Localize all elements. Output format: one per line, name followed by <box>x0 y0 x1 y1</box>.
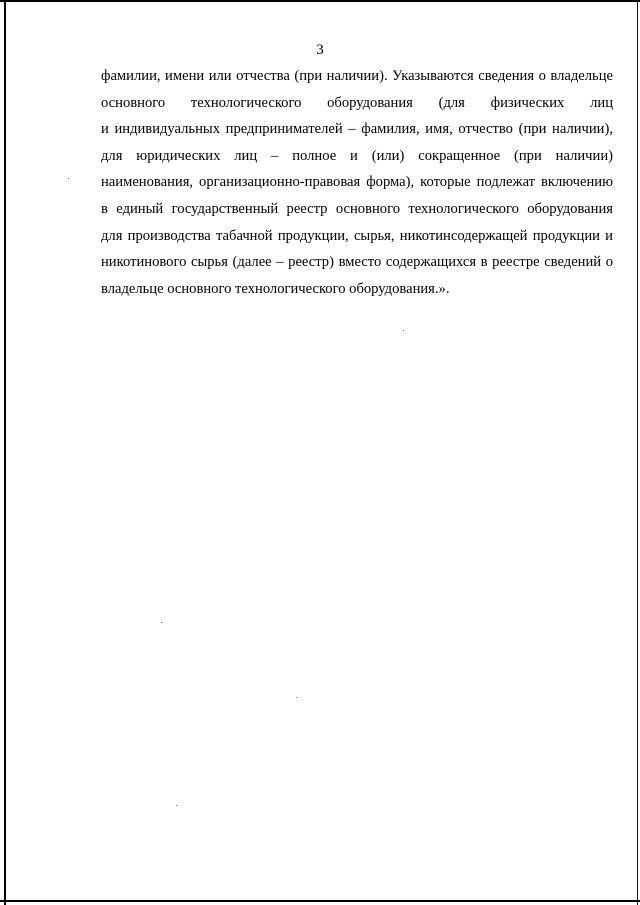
text-line: наименования, организационно-правовая форма), которые подлежат включению <box>101 174 613 191</box>
text-line: в единый государственный реестр основного технологического оборудования <box>101 200 613 217</box>
page-number: 3 <box>316 42 324 58</box>
document-body <box>101 63 613 302</box>
scan-edge-left <box>4 0 6 905</box>
text-line-last: владельце основного технологического оборудования.». <box>101 280 450 297</box>
scan-edge-top <box>0 0 640 2</box>
scan-speck <box>161 622 162 623</box>
text-line: фамилии, имени или отчества (при наличии). Указываются сведения о владельце <box>101 68 613 84</box>
scan-speck <box>403 330 404 331</box>
text-line: и индивидуальных предпринимателей – фамилия, имя, отчество (при наличии), <box>101 121 613 138</box>
scan-speck <box>68 178 69 179</box>
text-line: для производства табачной продукции, сырья, никотинсодержащей продукции и <box>101 227 613 244</box>
scan-edge-bottom <box>0 900 640 902</box>
text-line: для юридических лиц – полное и (или) сокращенное (при наличии) <box>101 147 613 164</box>
text-line: никотинового сырья (далее – реестр) вместо содержащихся в реестре сведений о <box>101 254 613 271</box>
text-line: основного технологического оборудования (для физических лиц <box>101 94 613 111</box>
scan-speck <box>176 805 177 806</box>
scan-speck <box>296 697 297 698</box>
scan-edge-right <box>637 0 638 905</box>
